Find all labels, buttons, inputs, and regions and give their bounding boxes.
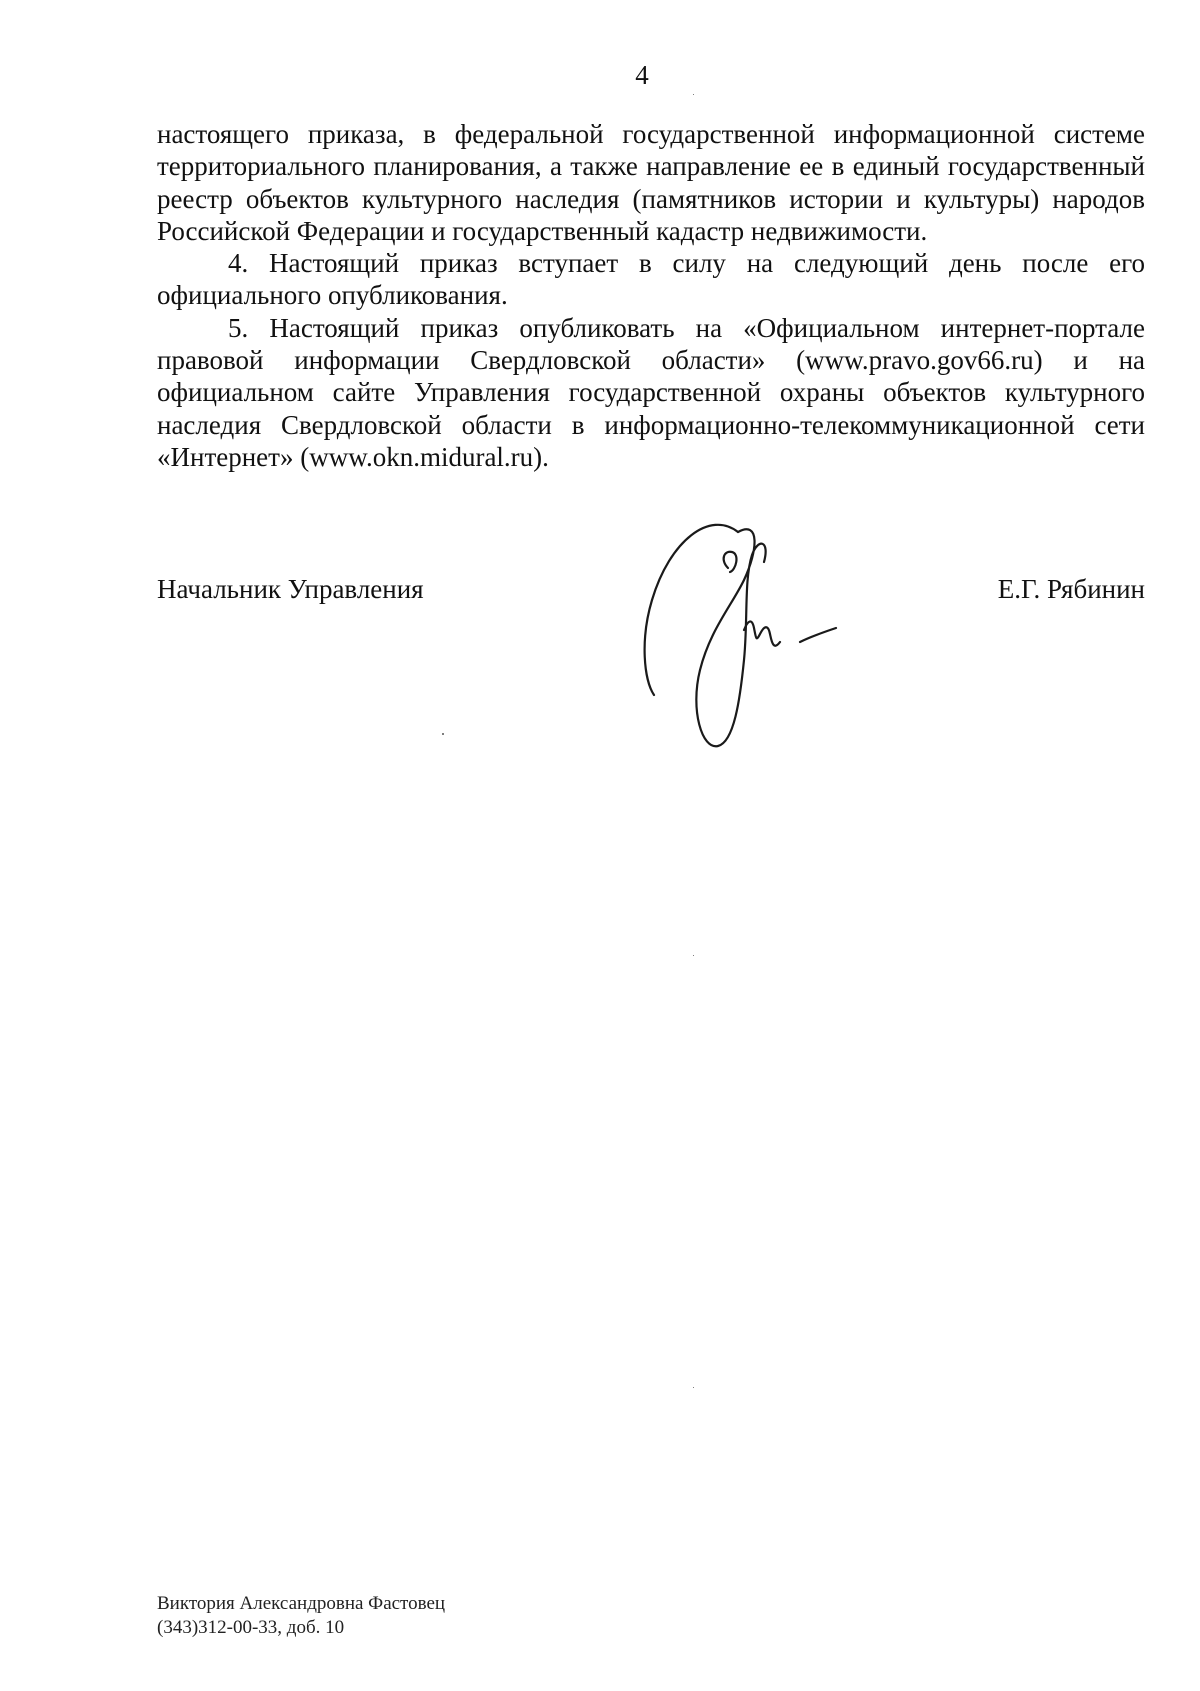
signatory-position: Начальник Управления bbox=[157, 574, 424, 604]
paragraph-item-4: 4. Настоящий приказ вступает в силу на следующий день после его официального опубликования. bbox=[157, 248, 1145, 311]
scan-speck bbox=[693, 1387, 694, 1388]
scan-speck bbox=[442, 733, 444, 735]
executor-footer bbox=[157, 1592, 445, 1640]
scan-speck bbox=[693, 955, 694, 956]
paragraph-continuation: настоящего приказа, в федеральной государственной информационной системе территориального планирования, а также направление ее в единый государственный реестр объектов культурного наследия (памятников истории и культуры) народов Российской Федерации и государственный кадастр недвижимости. bbox=[157, 119, 1145, 246]
document-body bbox=[157, 118, 1145, 473]
executor-phone: (343)312-00-33, доб. 10 bbox=[157, 1617, 345, 1638]
page-number: 4 bbox=[635, 60, 649, 90]
paragraph-item-5: 5. Настоящий приказ опубликовать на «Официальном интернет-портале правовой информации Свердловской области» (www.pravo.gov66.ru) и на официальном сайте Управления государственной охраны объектов культурного наследия Свердловской области в информационно-телекоммуникационной сети «Интернет» (www.okn.midural.ru). bbox=[157, 312, 1145, 472]
handwritten-signature-icon bbox=[640, 510, 870, 760]
executor-name: Виктория Александровна Фастовец bbox=[157, 1593, 446, 1614]
scan-speck bbox=[693, 94, 694, 95]
signatory-name: Е.Г. Рябинин bbox=[997, 574, 1145, 604]
